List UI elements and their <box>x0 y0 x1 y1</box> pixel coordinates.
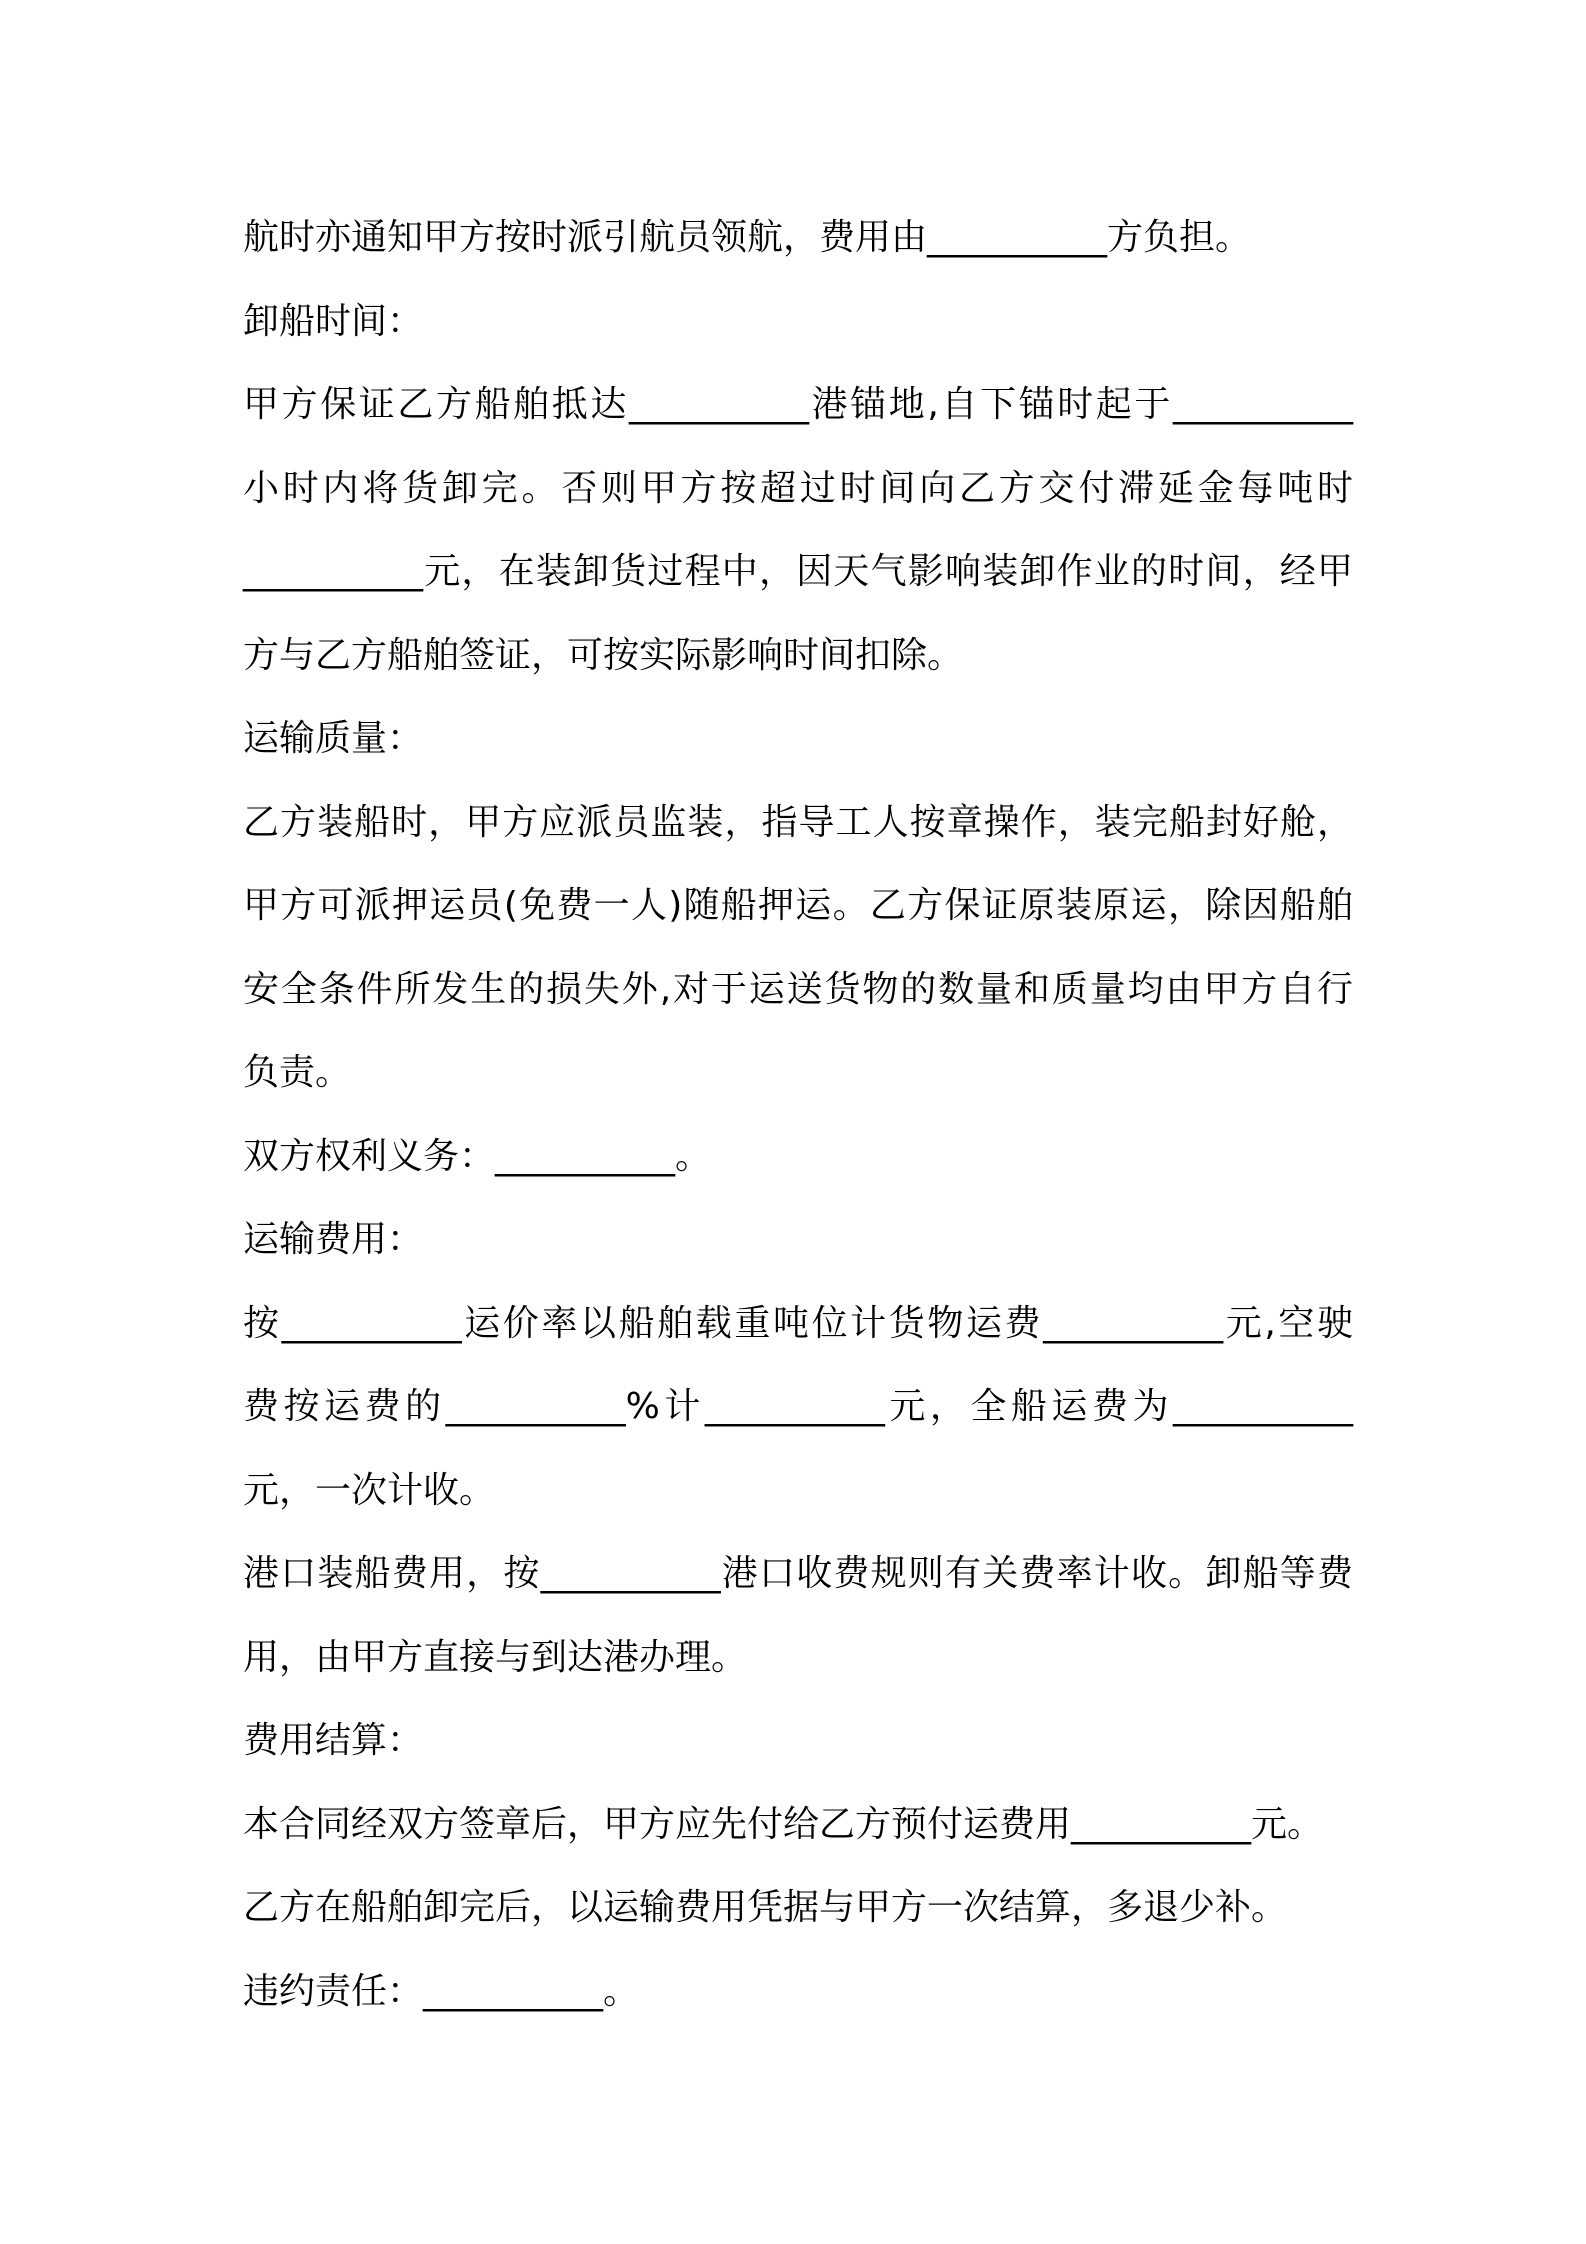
paragraph-line: 用，由甲方直接与到达港办理。 <box>243 1636 748 1678</box>
paragraph-line: 乙方装船时，甲方应派员监装，指导工人按章操作，装完船封好舱， <box>243 801 1353 843</box>
section-heading: 双方权利义务：__________。 <box>243 1135 712 1177</box>
paragraph-line: 甲方保证乙方船舶抵达__________港锚地,自下锚时起于__________ <box>243 384 1353 425</box>
paragraph-line: 航时亦通知甲方按时派引航员领航，费用由__________方负担。 <box>243 217 1252 258</box>
paragraph-line: 本合同经双方签章后，甲方应先付给乙方预付运费用__________元。 <box>243 1803 1324 1845</box>
paragraph-line: 按__________运价率以船舶载重吨位计货物运费__________元,空驶 <box>243 1302 1353 1344</box>
paragraph-line: 乙方在船舶卸完后，以运输费用凭据与甲方一次结算，多退少补。 <box>243 1887 1288 1928</box>
paragraph-line: 元，一次计收。 <box>243 1469 496 1511</box>
section-heading: 运输质量： <box>243 718 424 759</box>
paragraph-line: 小时内将货卸完。否则甲方按超过时间向乙方交付滞延金每吨时 <box>243 467 1353 509</box>
paragraph-line: 方与乙方船舶签证，可按实际影响时间扣除。 <box>243 634 964 676</box>
paragraph-line: 甲方可派押运员(免费一人)随船押运。乙方保证原装原运，除因船舶 <box>243 885 1353 926</box>
section-heading: 费用结算： <box>243 1720 424 1761</box>
paragraph-line: __________元，在装卸货过程中，因天气影响装卸作业的时间，经甲 <box>243 551 1353 592</box>
paragraph-line: 负责。 <box>243 1052 352 1093</box>
section-heading: 运输费用： <box>243 1219 424 1260</box>
paragraph-line: 港口装船费用，按__________港口收费规则有关费率计收。卸船等费 <box>243 1553 1353 1594</box>
document-body <box>243 196 1353 2033</box>
paragraph-line: 安全条件所发生的损失外,对于运送货物的数量和质量均由甲方自行 <box>243 968 1353 1010</box>
section-heading: 卸船时间： <box>243 300 424 342</box>
section-heading: 违约责任：__________。 <box>243 1970 640 2012</box>
paragraph-line: 费按运费的__________%计__________元，全船运费为__________ <box>243 1386 1353 1427</box>
